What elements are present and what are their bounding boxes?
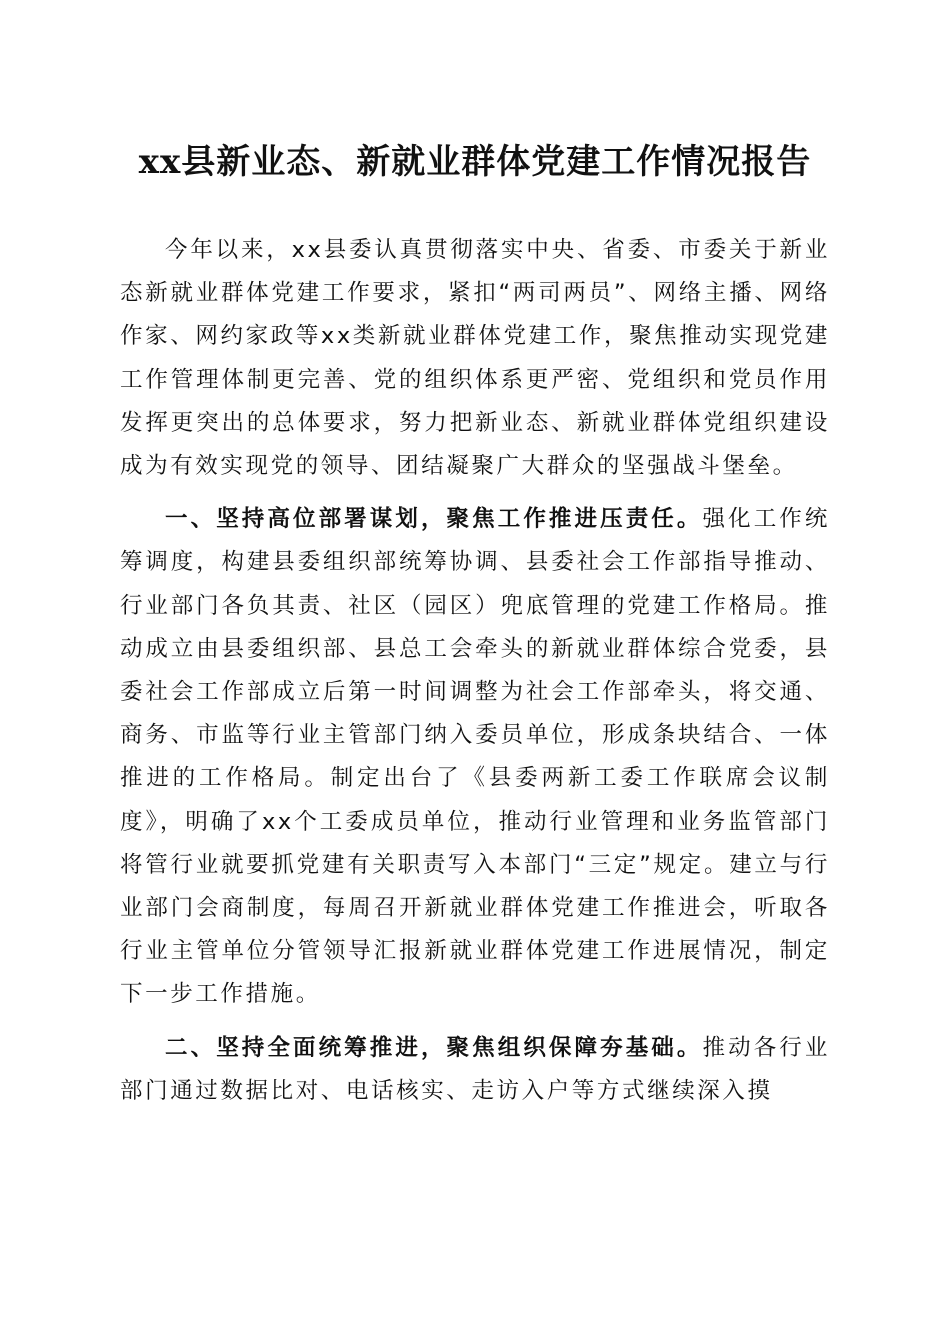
document-title: xx县新业态、新就业群体党建工作情况报告 xyxy=(138,142,812,182)
paragraph-intro xyxy=(120,229,830,488)
paragraph-section-1 xyxy=(120,498,830,1016)
document-body xyxy=(120,229,830,1123)
paragraph-section-2 xyxy=(120,1027,830,1113)
paragraph-text: 强化工作统筹调度，构建县委组织部统筹协调、县委社会工作部指导推动、行业部门各负其责、社区（园区）兜底管理的党建工作格局。推动成立由县委组织部、县总工会牵头的新就业群体综合党委，县委社会工作部成立后第一时间调整为社会工作部牵头，将交通、商务、市监等行业主管部门纳入委员单位，形成条块结合、一体推进的工作格局。制定出台了《县委两新工委工作联席会议制度》，明确了xx个工委成员单位，推动行业管理和业务监管部门将管行业就要抓党建有关职责写入本部门“三定”规定。建立与行业部门会商制度，每周召开新就业群体党建工作推进会，听取各行业主管单位分管领导汇报新就业群体党建工作进展情况，制定下一步工作措施。 xyxy=(120,506,830,1008)
section-2-heading: 二、坚持全面统筹推进，聚焦组织保障夯基础。 xyxy=(165,1034,703,1061)
section-1-heading: 一、坚持高位部署谋划，聚焦工作推进压责任。 xyxy=(165,506,703,533)
paragraph-text: 今年以来，xx县委认真贯彻落实中央、省委、市委关于新业态新就业群体党建工作要求，紧扣“两司两员”、网络主播、网络作家、网约家政等xx类新就业群体党建工作，聚焦推动实现党建工作管理体制更完善、党的组织体系更严密、党组织和党员作用发挥更突出的总体要求，努力把新业态、新就业群体党组织建设成为有效实现党的领导、团结凝聚广大群众的坚强战斗堡垒。 xyxy=(120,237,830,480)
paragraph-text: 推动各行业部门通过数据比对、电话核实、走访入户等方式继续深入摸 xyxy=(120,1034,830,1104)
